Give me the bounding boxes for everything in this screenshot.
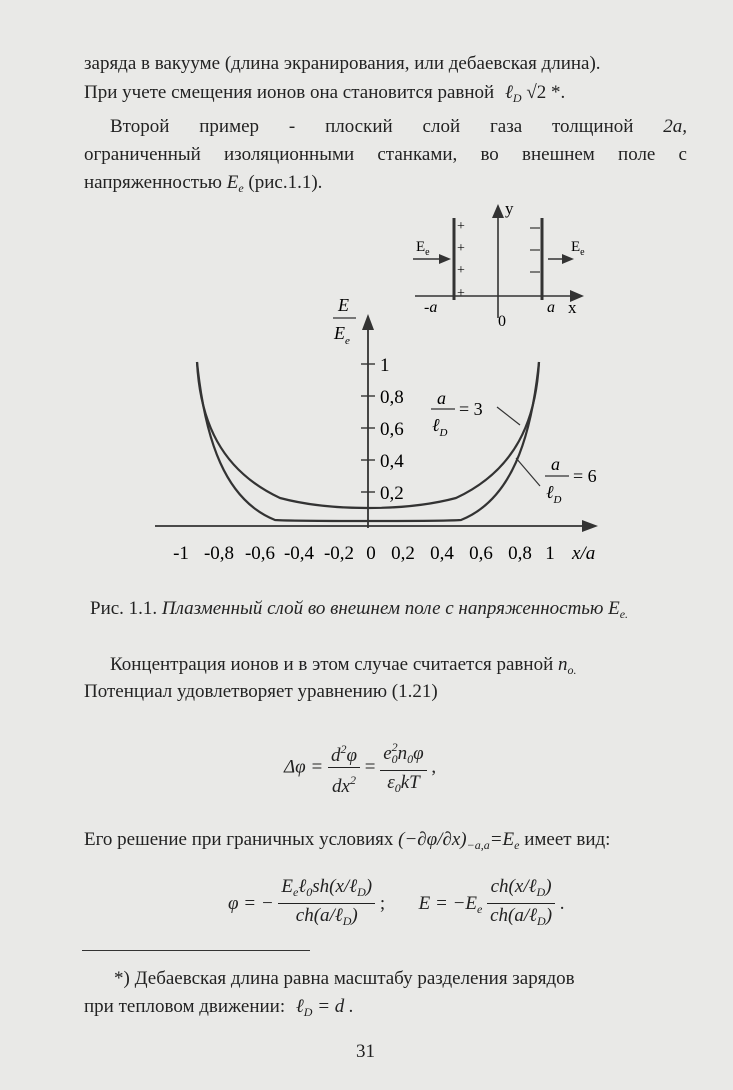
x-tick-label: -0,8 bbox=[203, 543, 235, 564]
inset-field-right-sub: e bbox=[580, 247, 585, 258]
p4-bc-eq: =E bbox=[489, 829, 515, 850]
x-tick-label: 0 bbox=[366, 543, 376, 564]
inset-field-left-var: E bbox=[416, 239, 426, 255]
p2-word: газа bbox=[489, 116, 523, 137]
curve-2-label bbox=[545, 454, 597, 506]
inset-field-left-arrow-icon bbox=[439, 254, 451, 264]
curve-2-leader bbox=[516, 458, 540, 486]
p4-bc-expr: (−∂φ/∂x) bbox=[398, 829, 467, 850]
inset-left-label: -a bbox=[424, 299, 438, 316]
footnote-line-1: *) Дебаевская длина равна масштабу разделения зарядов bbox=[114, 968, 575, 989]
debye-length-symbol: ℓ bbox=[504, 82, 513, 103]
p4-bc-sub: −a,a bbox=[466, 838, 490, 852]
p2-word: плоский bbox=[325, 116, 393, 137]
p2-field-sub: e bbox=[238, 181, 244, 195]
footnote-debye-symbol: ℓ bbox=[295, 996, 304, 1017]
eq1-comma: , bbox=[431, 756, 437, 778]
curve-2-label-den: ℓ$_D$ bbox=[546, 482, 562, 506]
inset-plus-sign: + bbox=[457, 263, 465, 278]
p2-word-thickness: 2a, bbox=[663, 116, 687, 137]
footnote-debye-sub: D bbox=[303, 1005, 313, 1019]
inset-field-right-arrow-icon bbox=[562, 254, 574, 264]
inset-right-minus-signs bbox=[530, 228, 540, 272]
inset-field-right-var: E bbox=[571, 239, 581, 255]
p4-bc-eq-sub: e bbox=[514, 838, 520, 852]
eq2-period: . bbox=[559, 892, 565, 914]
equation-poisson bbox=[284, 736, 436, 800]
figure-caption bbox=[90, 597, 628, 626]
p2-word: толщиной bbox=[551, 116, 634, 137]
inset-right-label: a bbox=[547, 299, 555, 316]
x-tick-label: 0,4 bbox=[430, 543, 454, 564]
main-y-tick-labels bbox=[380, 355, 404, 504]
curve-1-label-num: a bbox=[437, 388, 446, 408]
inset-diagram bbox=[413, 199, 585, 330]
y-title-den: $E_e$ bbox=[334, 323, 350, 347]
p2-word: пример bbox=[199, 116, 260, 137]
paragraph-3-line-2: Потенциал удовлетворяет уравнению (1.21) bbox=[84, 681, 438, 702]
caption-sub: e. bbox=[619, 607, 629, 621]
y-tick-label: 0,6 bbox=[380, 419, 404, 440]
inset-field-right-label bbox=[571, 239, 585, 258]
p2-word: слой bbox=[422, 116, 461, 137]
eq1-frac-1: $\frac{d^2\varphi}{dx^2}$ bbox=[328, 738, 360, 799]
main-x-tick-labels bbox=[173, 543, 555, 564]
main-y-axis-title bbox=[333, 295, 356, 347]
paragraph-2-line-2: ограниченный изоляционными станками, во внешнем поле с bbox=[84, 144, 687, 165]
y-title-num: E bbox=[338, 295, 349, 315]
eq2-e-frac: $\frac{ch(x/\ell_D)}{ch(a/\ell_D)}$ bbox=[487, 876, 555, 933]
x-tick-label: 1 bbox=[545, 543, 555, 564]
curve-1-label-den: ℓ$_D$ bbox=[432, 415, 448, 439]
p2-line3-post: (рис.1.1). bbox=[248, 172, 323, 193]
y-tick-label: 0,2 bbox=[380, 483, 404, 504]
p2-word: - bbox=[288, 116, 296, 137]
equation-solution bbox=[228, 876, 565, 933]
debye-length-sub: D bbox=[512, 91, 522, 105]
x-tick-label: -0,4 bbox=[283, 543, 315, 564]
page-number: 31 bbox=[356, 1041, 375, 1062]
paragraph-3-line-1 bbox=[110, 653, 576, 682]
x-tick-label: 0,6 bbox=[469, 543, 493, 564]
y-tick-label: 1 bbox=[380, 355, 390, 376]
inset-origin-label: 0 bbox=[498, 313, 506, 330]
inset-y-arrow-icon bbox=[492, 204, 504, 218]
main-y-arrow-icon bbox=[362, 314, 374, 330]
sqrt-two-tail: √2 *. bbox=[526, 82, 566, 103]
caption-prefix: Рис. 1.1. bbox=[90, 598, 158, 619]
p2-field-var: E bbox=[226, 172, 239, 193]
paragraph-1-line-1: заряда в вакууме (длина экранирования, или дебаевская длина). bbox=[84, 53, 601, 74]
curve-1-leader bbox=[497, 407, 520, 425]
footnote-rule bbox=[82, 950, 310, 951]
curve-2-label-num: a bbox=[551, 454, 560, 474]
x-tick-label: 0,2 bbox=[391, 543, 415, 564]
curve-1-label bbox=[431, 388, 483, 439]
p2-word: Второй bbox=[110, 116, 170, 137]
p4-pre: Его решение при граничных условиях bbox=[84, 829, 394, 850]
paragraph-4-line-1 bbox=[84, 828, 610, 857]
main-chart bbox=[155, 295, 598, 564]
y-tick-label: 0,4 bbox=[380, 451, 404, 472]
inset-plus-sign: + bbox=[457, 241, 465, 256]
eq2-phi-frac: $\frac{E_e\ell_0sh(x/\ell_D)}{ch(a/\ell_D)}$ bbox=[278, 876, 375, 933]
footnote-line-2-text: при тепловом движении: bbox=[84, 996, 286, 1017]
footnote-debye-tail: = d . bbox=[317, 996, 354, 1017]
inset-plus-sign: + bbox=[457, 219, 465, 234]
x-tick-label: -0,6 bbox=[244, 543, 276, 564]
x-axis-label: x/a bbox=[572, 543, 596, 564]
p3-line1-text: Концентрация ионов и в этом случае считается равной bbox=[110, 654, 554, 675]
eq1-equals: = bbox=[364, 756, 376, 778]
x-tick-label: 0,8 bbox=[508, 543, 532, 564]
eq2-e-lhs: $E = -E_e$ bbox=[418, 892, 483, 916]
caption-text: Плазменный слой во внешнем поле с напряженностью E bbox=[161, 598, 620, 619]
inset-plus-sign: + bbox=[457, 286, 465, 301]
p3-n-sub: o. bbox=[567, 663, 577, 677]
inset-x-label: x bbox=[568, 298, 577, 317]
x-tick-label: -0,2 bbox=[323, 543, 355, 564]
eq1-frac-2: $\frac{e^2_0n_0\varphi}{\varepsilon_0kT}$ bbox=[380, 736, 426, 800]
eq2-phi-lhs: φ = − bbox=[228, 892, 274, 914]
p3-n-var: n bbox=[557, 654, 568, 675]
inset-y-label: y bbox=[505, 199, 514, 218]
main-x-arrow-icon bbox=[582, 520, 598, 532]
paragraph-1-line-2-text: При учете смещения ионов она становится равной bbox=[84, 82, 495, 103]
curve-1-label-value: = 3 bbox=[459, 399, 483, 419]
eq2-semicolon: ; bbox=[379, 892, 386, 914]
x-tick-label: -1 bbox=[173, 543, 189, 564]
curve-2-label-value: = 6 bbox=[573, 466, 597, 486]
y-tick-label: 0,8 bbox=[380, 387, 404, 408]
inset-field-left-label bbox=[416, 239, 430, 258]
p2-line3-pre: напряженностью bbox=[84, 172, 222, 193]
footnote-line-2 bbox=[84, 995, 354, 1024]
p4-post: имеет вид: bbox=[524, 829, 611, 850]
inset-field-left-sub: e bbox=[425, 247, 430, 258]
eq1-lhs: Δφ = bbox=[284, 756, 324, 778]
